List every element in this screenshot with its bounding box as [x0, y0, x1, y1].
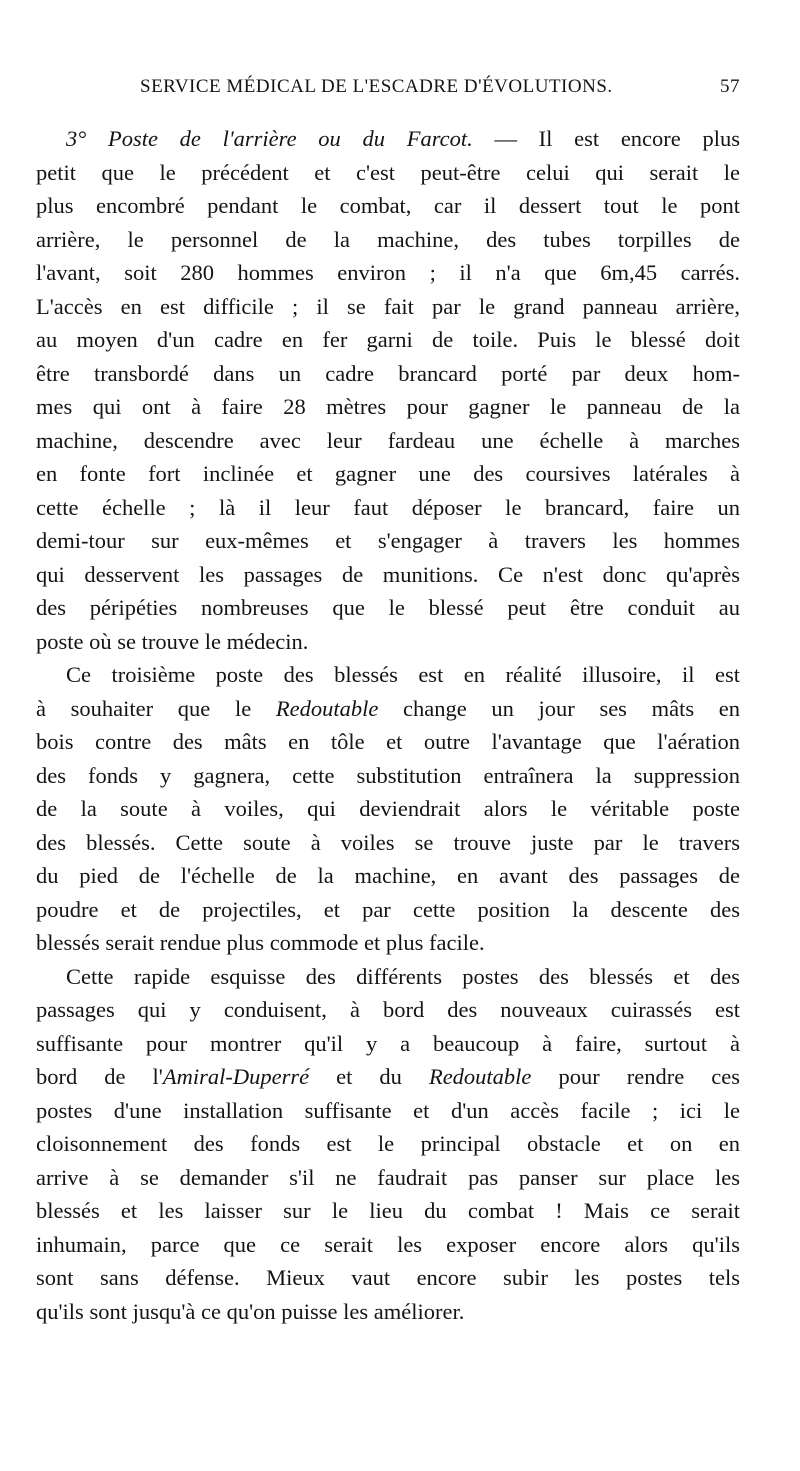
paragraph-3-line: inhumain, parce que ce serait les exposer encore alors qu'ils [36, 1231, 740, 1257]
paragraph-1-line: L'accès en est difficile ; il se fait par le grand panneau arrière, [36, 293, 740, 319]
paragraph-1-line-1 [36, 122, 740, 156]
paragraph-2-line-2-end: change un jour ses mâts en [378, 695, 740, 721]
header-title: SERVICE MÉDICAL DE L'ESCADRE D'ÉVOLUTIONS. [140, 76, 613, 97]
paragraph-3-line: postes d'une installation suffisante et d'un accès facile ; ici le [36, 1097, 740, 1123]
page-number: 57 [720, 76, 740, 97]
paragraph-2-line: bois contre des mâts en tôle et outre l'avantage que l'aération [36, 729, 740, 754]
paragraph-3-line-4-a: bord de l' [36, 1064, 163, 1089]
paragraph-1-line-1-text: — Il est encore plus [472, 126, 740, 151]
paragraph-1-line: cette échelle ; là il leur faut déposer le brancard, faire un [36, 494, 740, 520]
paragraph-1-line: des péripéties nombreuses que le blessé peut être conduit au [36, 595, 740, 620]
paragraph-3-line: Cette rapide esquisse des différents postes des blessés et des [66, 963, 740, 989]
paragraph-2-line: des blessés. Cette soute à voiles se trouve juste par le travers [36, 829, 740, 855]
paragraph-3-line: sont sans défense. Mieux vaut encore subir les postes tels [36, 1265, 740, 1290]
paragraph-2-line: de la soute à voiles, qui deviendrait alors le véritable poste [36, 796, 740, 821]
paragraph-2-line: des fonds y gagnera, cette substitution entraînera la suppression [36, 762, 740, 788]
ship-name-redoutable: Redoutable [428, 1064, 532, 1089]
paragraph-1-line: demi-tour sur eux-mêmes et s'engager à travers les hommes [36, 528, 740, 553]
paragraph-2-line [36, 692, 740, 726]
paragraph-3-line: blessés et les laisser sur le lieu du combat ! Mais ce serait [36, 1198, 740, 1223]
paragraph-2-line: Ce troisième poste des blessés est en réalité illusoire, il est [66, 662, 740, 687]
ship-name-amiral-duperre: Amiral-Duperré [162, 1064, 310, 1089]
paragraph-2-line: blessés serait rendue plus commode et plus facile. [36, 930, 485, 955]
section-heading: 3° Poste de l'arrière ou du Farcot. [66, 126, 473, 151]
ship-name-redoutable: Redoutable [275, 695, 379, 721]
paragraph-1-line: en fonte fort inclinée et gagner une des coursives latérales à [36, 461, 740, 486]
paragraph-3-line: cloisonnement des fonds est le principal obstacle et on en [36, 1131, 740, 1156]
paragraph-1-line: mes qui ont à faire 28 mètres pour gagner le panneau de la [36, 394, 740, 419]
paragraph-1-line: plus encombré pendant le combat, car il dessert tout le pont [36, 193, 740, 218]
paragraph-3-line: qu'ils sont jusqu'à ce qu'on puisse les améliorer. [36, 1298, 465, 1324]
paragraph-3-line: suffisante pour montrer qu'il y a beaucoup à faire, surtout à [36, 1030, 740, 1056]
paragraph-1-line: arrière, le personnel de la machine, des tubes torpilles de [36, 226, 740, 252]
paragraph-1-line: l'avant, soit 280 hommes environ ; il n'a que 6m,45 carrés. [36, 260, 740, 285]
paragraph-1-line: poste où se trouve le médecin. [36, 628, 309, 654]
paragraph-2-line-2-start: à souhaiter que le [36, 695, 276, 721]
paragraph-3-line-4-c: pour rendre ces [531, 1064, 740, 1089]
paragraph-2-line: poudre et de projectiles, et par cette position la descente des [36, 896, 740, 922]
paragraph-1-line: qui desservent les passages de munitions. Ce n'est donc qu'après [36, 561, 740, 587]
paragraph-3-line: arrive à se demander s'il ne faudrait pas panser sur place les [36, 1164, 740, 1190]
paragraph-1-line: machine, descendre avec leur fardeau une échelle à marches [36, 427, 740, 453]
body-text [36, 122, 740, 1328]
running-header [140, 76, 740, 106]
paragraph-3-line: passages qui y conduisent, à bord des nouveaux cuirassés est [36, 997, 740, 1022]
paragraph-1-line: être transbordé dans un cadre brancard porté par deux hom- [36, 360, 740, 386]
paragraph-3-line-4-b: et du [309, 1064, 429, 1089]
paragraph-1-line: petit que le précédent et c'est peut-être celui qui serait le [36, 159, 740, 185]
paragraph-3-line [36, 1060, 740, 1094]
paragraph-1-line: au moyen d'un cadre en fer garni de toile. Puis le blessé doit [36, 327, 740, 352]
paragraph-2-line: du pied de l'échelle de la machine, en avant des passages de [36, 863, 740, 888]
